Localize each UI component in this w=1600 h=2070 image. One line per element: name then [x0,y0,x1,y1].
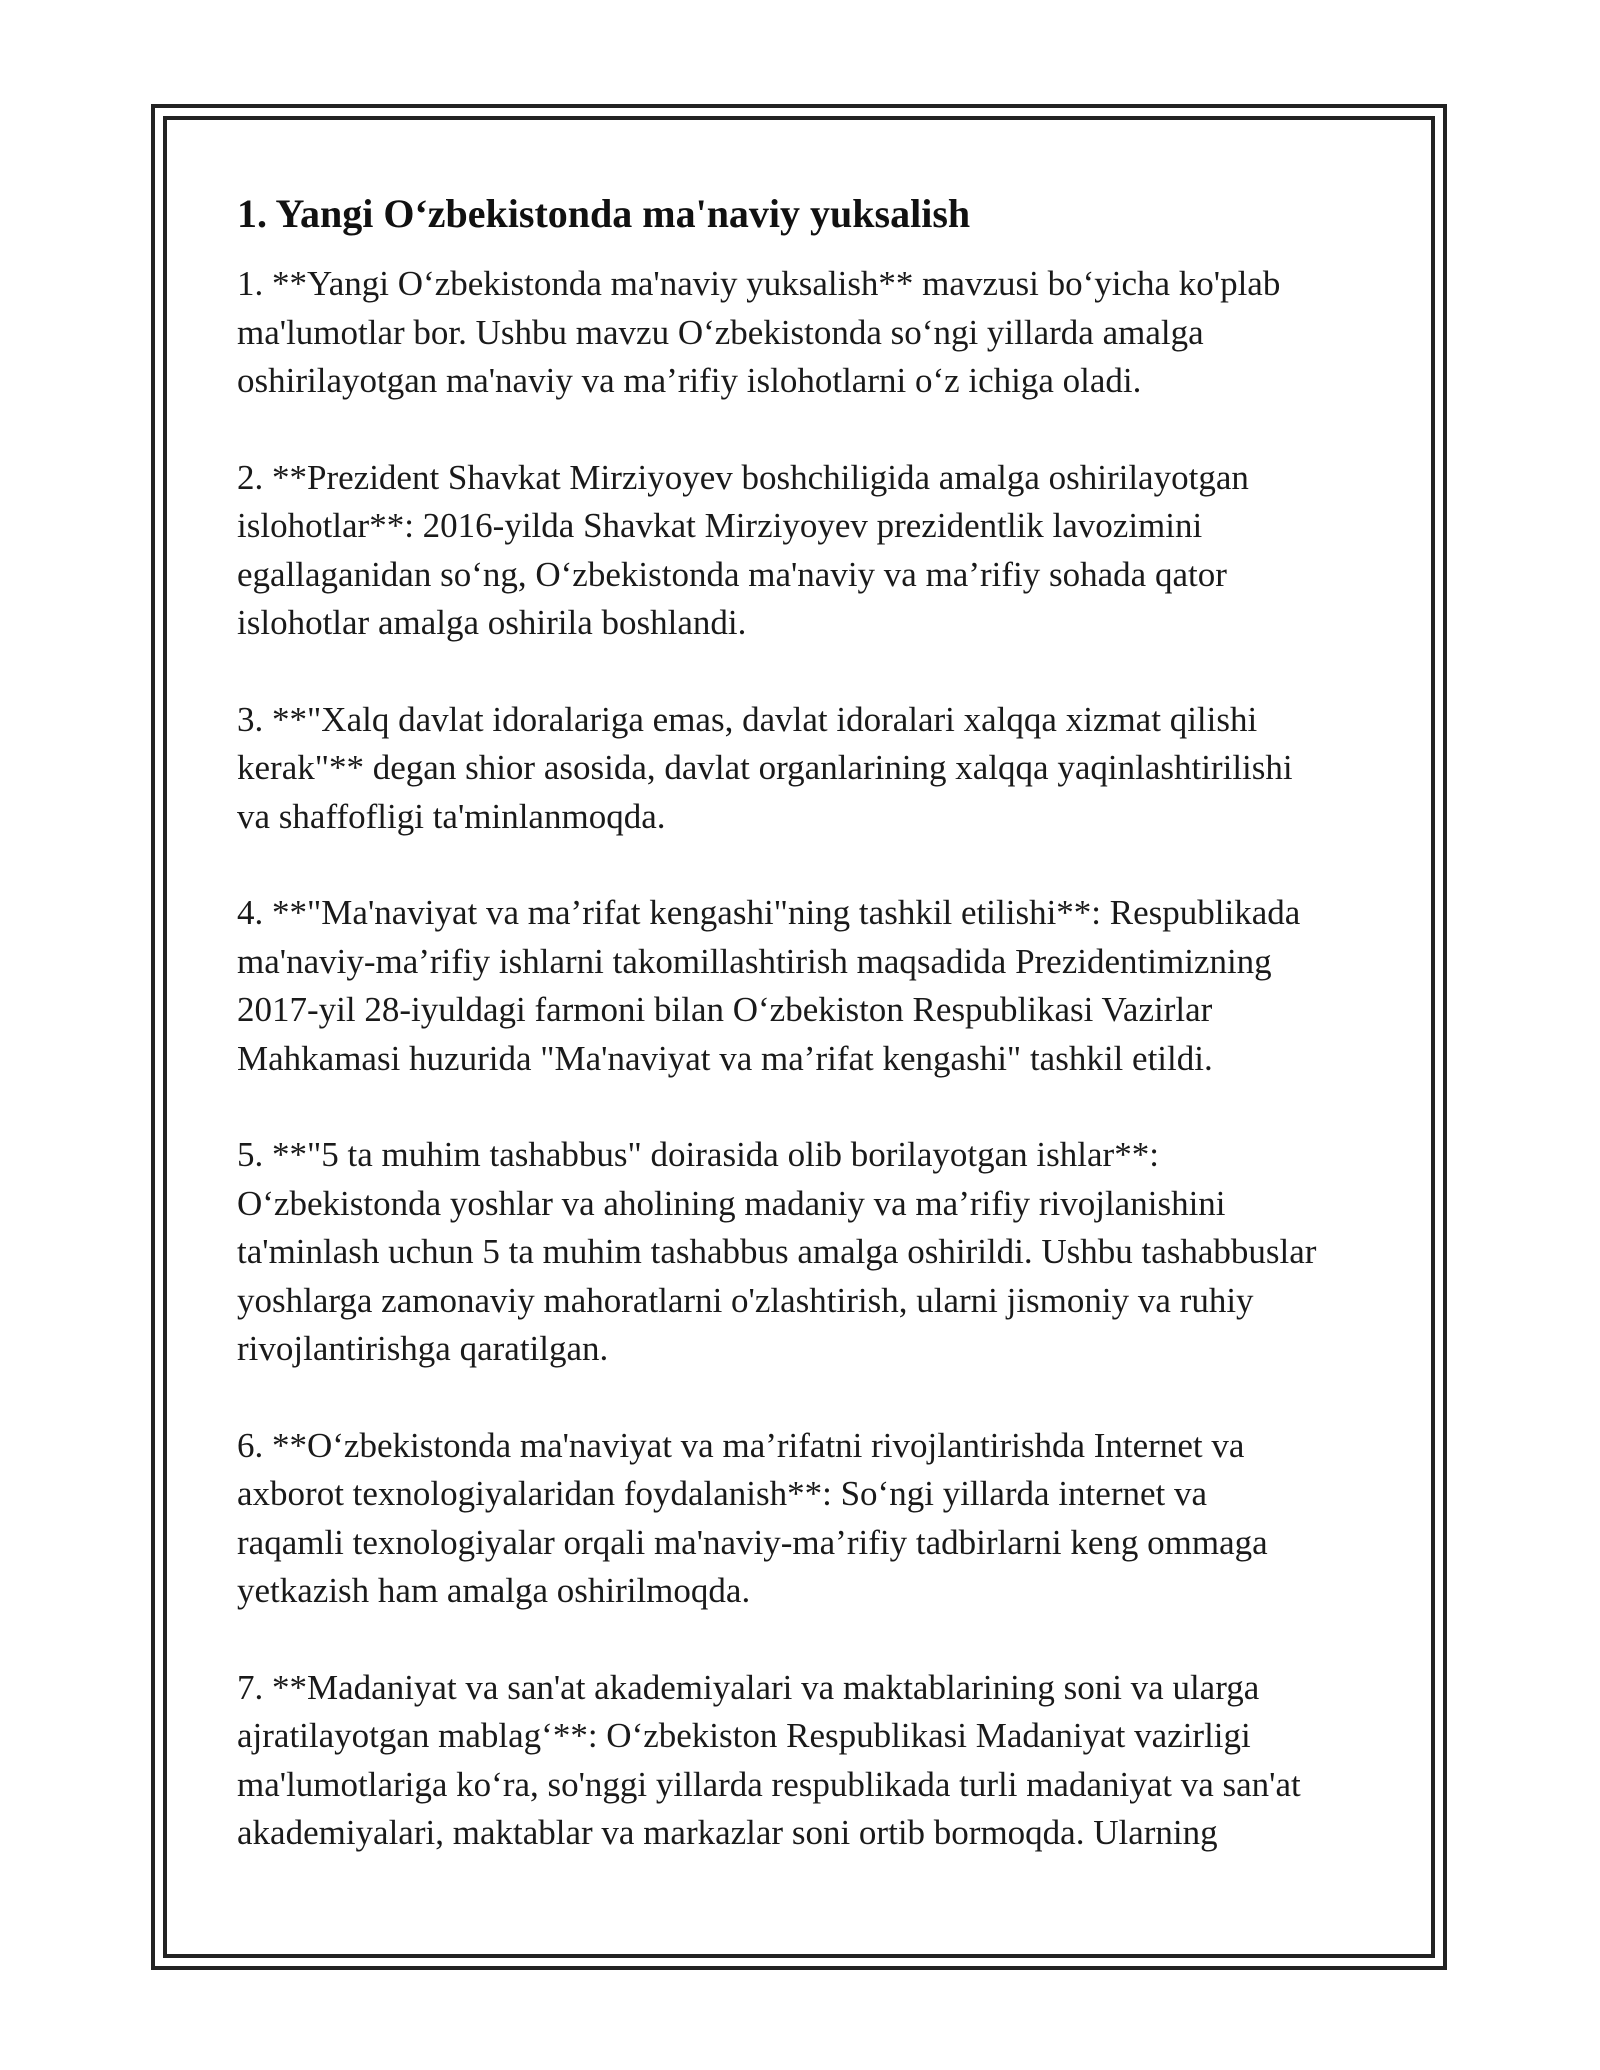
paragraph-line: rivojlantirishga qaratilgan. [237,1329,609,1368]
paragraph-line: raqamli texnologiyalar orqali ma'naviy-ma’rifiy tadbirlarni keng ommaga [237,1522,1268,1562]
paragraph-7 [237,1664,1377,1858]
paragraph-line: 2. **Prezident Shavkat Mirziyoyev boshchiligida amalga oshirilayotgan [237,457,1249,497]
paragraph-line: ta'minlash uchun 5 ta muhim tashabbus amalga oshirildi. Ushbu tashabbuslar [237,1232,1317,1271]
paragraph-6 [237,1422,1377,1616]
paragraph-line: 5. **"5 ta muhim tashabbus" doirasida olib borilayotgan ishlar**: [237,1135,1159,1174]
paragraph-line: 7. **Madaniyat va san'at akademiyalari va maktablarining soni va ularga [237,1667,1260,1707]
paragraph-line: ma'lumotlar bor. Ushbu mavzu O‘zbekistonda so‘ngi yillarda amalga [237,312,1204,352]
paragraph-line: 4. **"Ma'naviyat va ma’rifat kengashi"ning tashkil etilishi**: Respublikada [237,893,1301,932]
paragraph-line: egallaganidan so‘ng, O‘zbekistonda ma'naviy va ma’rifiy sohada qator [237,554,1227,594]
document-title: 1. Yangi O‘zbekistonda ma'naviy yuksalish [237,191,971,236]
paragraph-line: axborot texnologiyalaridan foydalanish**: So‘ngi yillarda internet va [237,1474,1208,1513]
paragraph-line: yoshlarga zamonaviy mahoratlarni o'zlashtirish, ularni jismoniy va ruhiy [237,1280,1254,1320]
paragraph-line: 3. **"Xalq davlat idoralariga emas, davlat idoralari xalqqa xizmat qilishi [237,699,1258,739]
paragraph-5 [237,1131,1377,1374]
paragraph-line: yetkazish ham amalga oshirilmoqda. [237,1571,751,1610]
paragraph-line: islohotlar amalga oshirila boshlandi. [237,603,747,642]
paragraph-line: oshirilayotgan ma'naviy va ma’rifiy islohotlarni o‘z ichiga oladi. [237,361,1142,400]
paragraph-line: akademiyalari, maktablar va markazlar soni ortib bormoqda. Ularning [237,1813,1218,1852]
paragraph-line: va shaffofligi ta'minlanmoqda. [237,796,666,836]
paragraph-line: 2017-yil 28-iyuldagi farmoni bilan O‘zbekiston Respublikasi Vazirlar [237,990,1213,1029]
paragraph-line: kerak"** degan shior asosida, davlat organlarining xalqqa yaqinlashtirilishi [237,748,1293,787]
paragraph-4 [237,889,1377,1083]
paragraph-line: 6. **O‘zbekistonda ma'naviyat va ma’rifatni rivojlantirishda Internet va [237,1425,1245,1465]
paragraph-2 [237,454,1377,648]
paragraph-1 [237,260,1377,406]
paragraph-line: islohotlar**: 2016-yilda Shavkat Mirziyoyev prezidentlik lavozimini [237,506,1203,545]
paragraph-line: ma'lumotlariga ko‘ra, so'nggi yillarda respublikada turli madaniyat va san'at [237,1764,1301,1804]
paragraph-line: ma'naviy-ma’rifiy ishlarni takomillashtirish maqsadida Prezidentimizning [237,941,1272,981]
paragraph-line: O‘zbekistonda yoshlar va aholining madaniy va ma’rifiy rivojlanishini [237,1183,1226,1223]
paragraph-line: ajratilayotgan mablag‘**: O‘zbekiston Respublikasi Madaniyat vazirligi [237,1716,1251,1755]
paragraph-line: 1. **Yangi O‘zbekistonda ma'naviy yuksalish** mavzusi bo‘yicha ko'plab [237,264,1281,303]
document-body [237,188,1377,1906]
paragraph-line: Mahkamasi huzurida "Ma'naviyat va ma’rifat kengashi" tashkil etildi. [237,1038,1213,1078]
paragraph-3 [237,696,1377,842]
